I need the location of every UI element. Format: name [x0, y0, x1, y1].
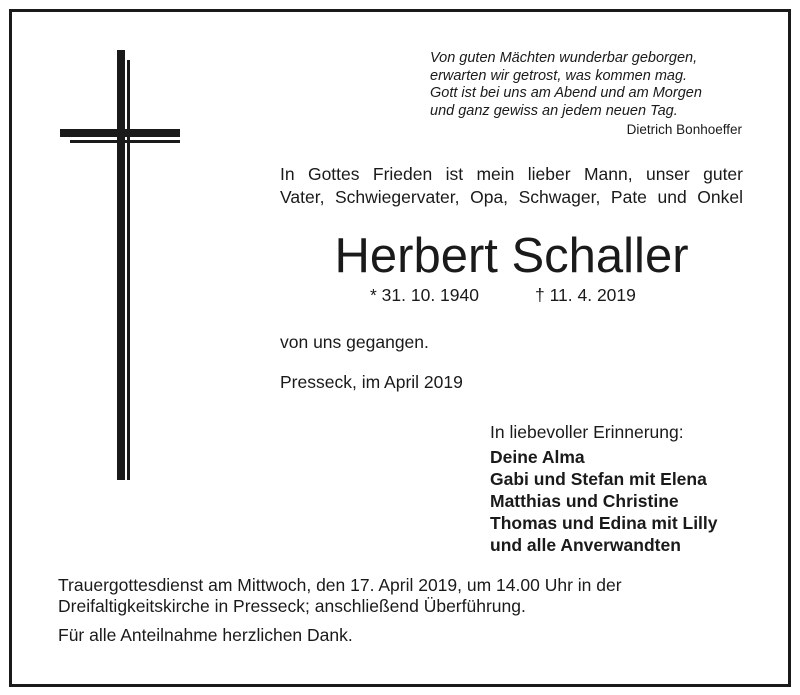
intro-line: In Gottes Frieden ist mein lieber Mann, unser guter	[280, 164, 743, 184]
intro-line: Vater, Schwiegervater, Opa, Schwager, Pate und Onkel	[280, 187, 743, 207]
deceased-name: Herbert Schaller	[334, 229, 689, 283]
quote-line: Von guten Mächten wunderbar geborgen,	[430, 50, 698, 66]
quote-line: Gott ist bei uns am Abend und am Morgen	[430, 85, 702, 101]
quote-line: erwarten wir getrost, was kommen mag.	[430, 67, 688, 84]
passed-text: von uns gegangen.	[280, 332, 429, 352]
bonhoeffer-quote	[430, 50, 750, 120]
place-date: Presseck, im April 2019	[280, 372, 463, 392]
mourner: und alle Anverwandten	[490, 535, 681, 555]
mourner: Gabi und Stefan mit Elena	[490, 469, 707, 489]
death-date: † 11. 4. 2019	[535, 285, 636, 305]
mourners-list	[490, 446, 718, 556]
service-line: Dreifaltigkeitskirche in Presseck; anschließend Überführung.	[58, 596, 526, 616]
memory-heading: In liebevoller Erinnerung:	[490, 422, 684, 442]
service-info	[58, 575, 758, 617]
service-line: Trauergottesdienst am Mittwoch, den 17. April 2019, um 14.00 Uhr in der	[58, 575, 622, 595]
mourner: Deine Alma	[490, 447, 585, 467]
mourner: Thomas und Edina mit Lilly	[490, 513, 718, 533]
quote-author: Dietrich Bonhoeffer	[626, 122, 742, 137]
birth-date: * 31. 10. 1940	[370, 285, 479, 305]
thanks-text: Für alle Anteilnahme herzlichen Dank.	[58, 625, 353, 645]
intro-text	[280, 163, 743, 209]
quote-line: und ganz gewiss an jedem neuen Tag.	[430, 102, 678, 119]
cross-icon	[55, 45, 190, 485]
mourner: Matthias und Christine	[490, 491, 679, 511]
